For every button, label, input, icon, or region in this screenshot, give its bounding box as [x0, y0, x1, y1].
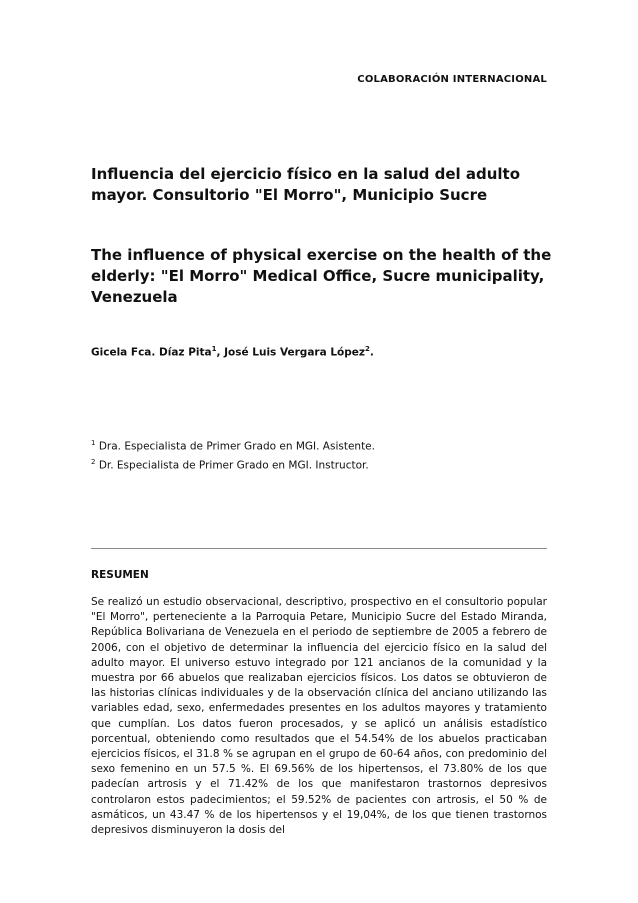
author-name: Gicela Fca. Díaz Pita — [91, 346, 212, 359]
author-name: José Luis Vergara López — [224, 346, 365, 359]
author-list — [91, 345, 374, 359]
affiliation-text: Dra. Especialista de Primer Grado en MGI. Asistente. — [98, 440, 375, 453]
author-affiliation-mark: 1 — [211, 345, 217, 353]
affiliation-mark: 1 — [91, 439, 96, 447]
author-separator: , — [216, 346, 225, 359]
title-spanish: Influencia del ejercicio físico en la salud del adulto mayor. Consultorio "El Morro", Municipio Sucre — [91, 165, 521, 204]
affiliation-item — [91, 455, 375, 474]
author-affiliation-mark: 2 — [364, 345, 370, 353]
affiliation-mark: 2 — [91, 457, 96, 466]
section-divider — [91, 548, 547, 549]
affiliation-item — [91, 436, 375, 455]
affiliation-list — [91, 436, 375, 473]
section-label: COLABORACIÓN INTERNACIONAL — [357, 74, 547, 85]
affiliation-text: Dr. Especialista de Primer Grado en MGI. Instructor. — [98, 459, 369, 471]
abstract-body: Se realizó un estudio observacional, descriptivo, prospectivo en el consultorio popular "El Morro", perteneciente a la Parroquia Petare, Municipio Sucre del Estado Miranda, República Bolivariana de Venezuela en el periodo de septiembre de 2005 a febrero de 2006, con el objetivo de determinar la influencia del ejercicio físico en la salud del adulto mayor. El universo estuvo integrado por 121 ancianos de la comunidad y la muestra por 66 abuelos que realizaban ejercicios físicos. Los datos se obtuvieron de las historias clínicas individuales y de la observación clínica del anciano utilizando las variables edad, sexo, enfermedades presentes en los adultos mayores y tratamiento que cumplían. Los datos fueron procesados, y se aplicó un análisis estadístico porcentual, obteniendo como resultados que el 54.54% de los abuelos practicaban ejercicios físicos, el 31.8 % se agrupan en el grupo de 60-64 años, con predominio del sexo femenino en un 57.5 %. El 69.56% de los hipertensos, el 73.80% de los que padecían artrosis y el 71.42% de los que manifestaron trastornos depresivos controlaron estos padecimientos; el 59.52% de pacientes con artrosis, el 50 % de asmáticos, un 43.47 % de los hipertensos y el 19,04%, de los que tienen trastornos depresivos disminuyeron la dosis del — [91, 596, 547, 837]
author-separator: . — [369, 346, 374, 359]
title-english: The influence of physical exercise on the health of the elderly: "El Morro" Medical Office, Sucre municipality, Venezuela — [91, 246, 552, 306]
abstract-heading: RESUMEN — [91, 569, 149, 581]
